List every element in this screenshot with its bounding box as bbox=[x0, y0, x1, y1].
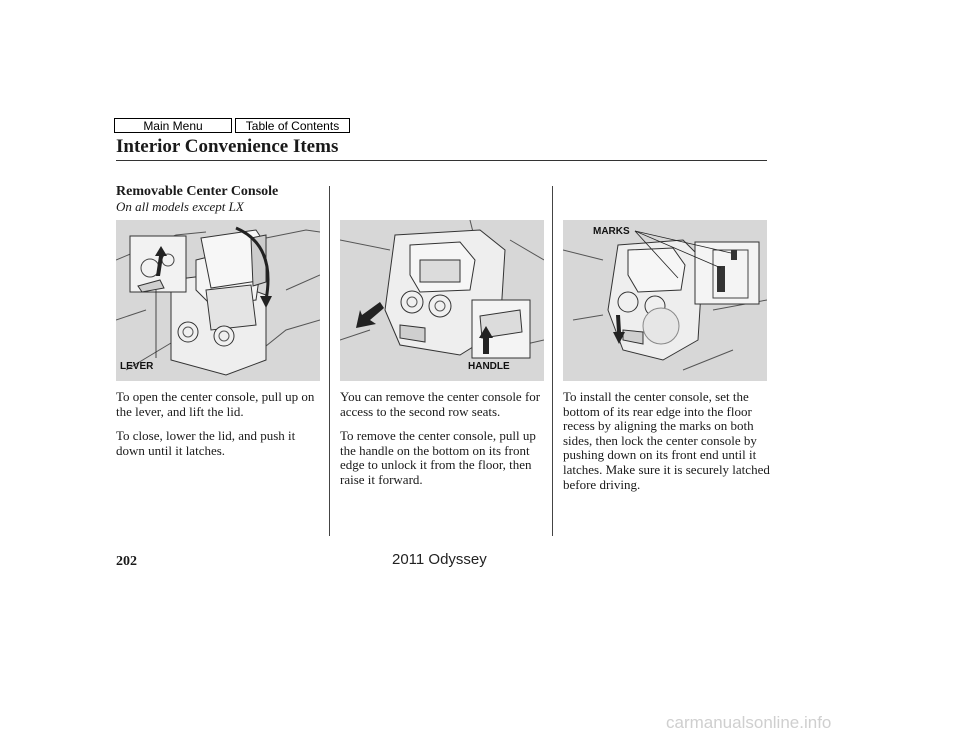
console-marks-illustration bbox=[563, 220, 767, 381]
figure-label-handle: HANDLE bbox=[468, 361, 510, 372]
column-2-paragraph-1: You can remove the center console for access to the second row seats. bbox=[340, 389, 541, 419]
section-title: Interior Convenience Items bbox=[116, 136, 339, 157]
figure-console-marks bbox=[563, 220, 767, 381]
column-1-paragraph-1: To open the center console, pull up on the lever, and lift the lid. bbox=[116, 389, 315, 419]
subsection-note: On all models except LX bbox=[116, 199, 244, 214]
figure-console-handle bbox=[340, 220, 544, 381]
header-divider bbox=[116, 160, 767, 161]
column-1-paragraph-2: To close, lower the lid, and push it down until it latches. bbox=[116, 428, 296, 458]
column-divider-right bbox=[552, 186, 553, 536]
page-number: 202 bbox=[116, 554, 137, 569]
console-lever-illustration bbox=[116, 220, 320, 381]
subsection-title: Removable Center Console bbox=[116, 184, 279, 199]
column-3-paragraph-1: To install the center console, set the bottom of its rear edge into the floor recess by aligning the marks on both sides, then lock the center console by pushing down on its front end until it latches. Make sure it is securely latched before driving. bbox=[563, 389, 770, 492]
console-handle-illustration bbox=[340, 220, 544, 381]
watermark: carmanualsonline.info bbox=[666, 713, 832, 732]
column-divider-left bbox=[329, 186, 330, 536]
main-menu-button[interactable]: Main Menu bbox=[114, 118, 232, 133]
column-2-paragraph-2: To remove the center console, pull up the handle on the bottom on its front edge to unlock it from the floor, then raise it forward. bbox=[340, 428, 536, 487]
figure-label-lever: LEVER bbox=[120, 361, 154, 372]
table-of-contents-button[interactable]: Table of Contents bbox=[235, 118, 350, 133]
figure-console-lever bbox=[116, 220, 320, 381]
figure-label-marks: MARKS bbox=[593, 226, 630, 237]
footer-title: 2011 Odyssey bbox=[392, 551, 487, 568]
